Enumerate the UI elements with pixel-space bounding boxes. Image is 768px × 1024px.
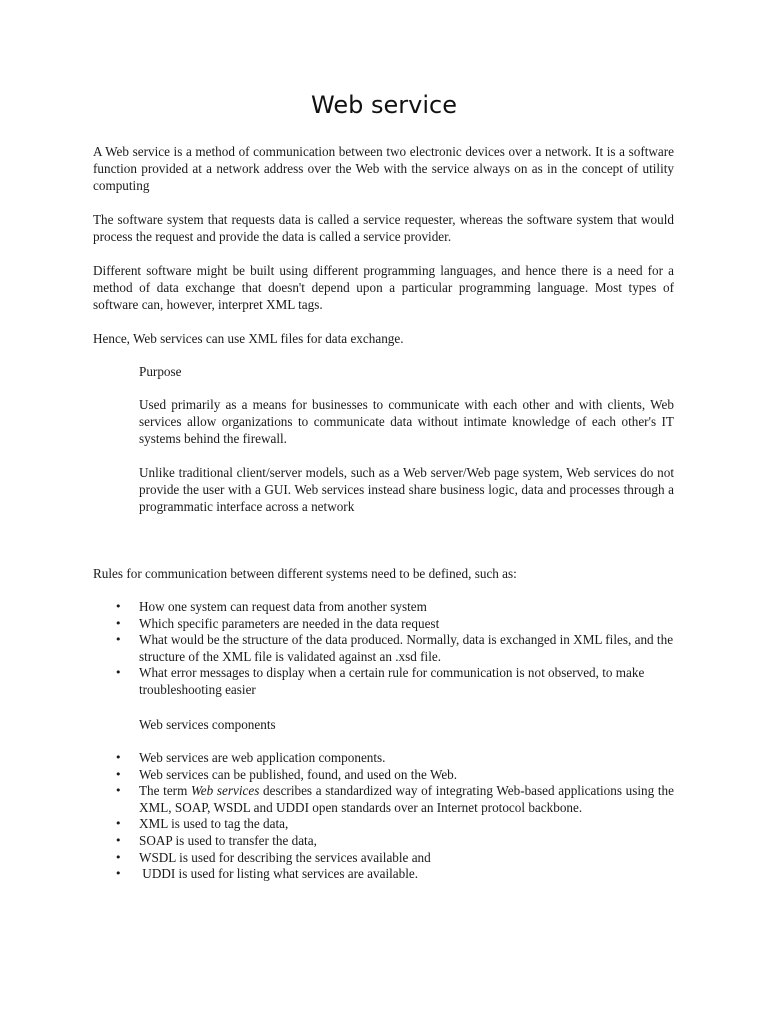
list-item: • SOAP is used to transfer the data,: [139, 833, 674, 850]
intro-paragraph-3: Different software might be built using different programming languages, and hence there is a need for a method of data exchange that doesn't depend upon a particular programming language. Most types of software can, however, interpret XML tags.: [93, 263, 674, 312]
rules-list: [139, 599, 674, 699]
list-item: • XML is used to tag the data,: [139, 816, 674, 833]
list-item: • Web services are web application components.: [139, 750, 674, 767]
components-list: [139, 750, 674, 883]
page-title: Web service: [311, 91, 457, 119]
term-suffix: describes a standardized way of integrating Web-based applications using the XML, SOAP, WSDL and UDDI open standards over an Internet protocol backbone.: [139, 783, 674, 815]
list-item: • Web services can be published, found, and used on the Web.: [139, 767, 674, 784]
list-item: • WSDL is used for describing the services available and: [139, 850, 674, 867]
purpose-paragraph-2: Unlike traditional client/server models, such as a Web server/Web page system, Web services do not provide the user with a GUI. Web services instead share business logic, data and processes through a programmatic interface across a network: [139, 465, 674, 514]
list-item: • Which specific parameters are needed in the data request: [139, 616, 674, 633]
list-item: • UDDI is used for listing what services are available.: [139, 866, 674, 883]
term-web-services: Web services: [190, 783, 260, 799]
list-item: • How one system can request data from another system: [139, 599, 674, 616]
list-item-web-services-term: [139, 783, 674, 816]
intro-paragraph-2: The software system that requests data is called a service requester, whereas the software system that would process the request and provide the data is called a service provider.: [93, 212, 674, 244]
purpose-paragraph-1: Used primarily as a means for businesses to communicate with each other and with clients, Web services allow organizations to communicate data without intimate knowledge of each other's IT systems behind the firewall.: [139, 397, 674, 446]
purpose-heading: Purpose: [139, 364, 182, 379]
components-heading: Web services components: [139, 717, 276, 732]
rules-intro: Rules for communication between different systems need to be defined, such as:: [93, 566, 517, 581]
list-item: • What error messages to display when a certain rule for communication is not observed, to make troubleshooting easier: [139, 665, 674, 698]
intro-paragraph-4: Hence, Web services can use XML files for data exchange.: [93, 331, 404, 346]
intro-paragraph-1: A Web service is a method of communication between two electronic devices over a network. It is a software function provided at a network address over the Web with the service always on as in the concept of utility computing: [93, 144, 674, 193]
list-item: • What would be the structure of the data produced. Normally, data is exchanged in XML files, and the structure of the XML file is validated against an .xsd file.: [139, 632, 674, 665]
term-prefix: The term: [139, 783, 191, 799]
